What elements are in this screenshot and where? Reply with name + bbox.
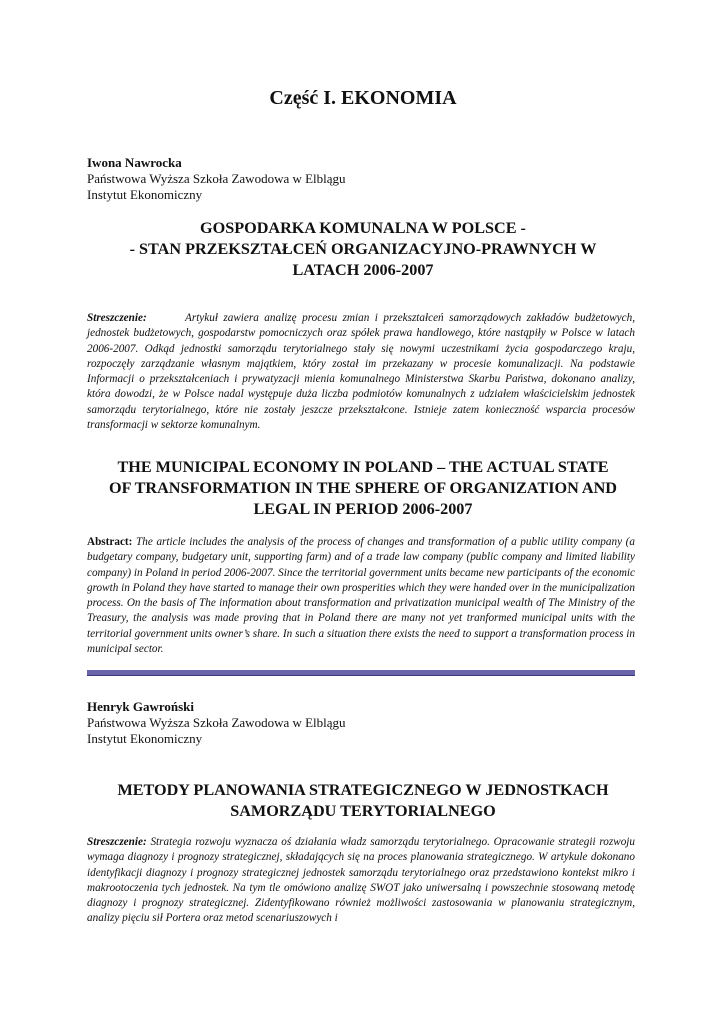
article2-summary xyxy=(87,835,635,927)
article1-affiliation: Państwowa Wyższa Szkoła Zawodowa w Elblągu xyxy=(87,171,346,186)
title-line: METODY PLANOWANIA STRATEGICZNEGO W JEDNOSTKACH xyxy=(117,781,609,799)
title-line: LATACH 2006-2007 xyxy=(292,261,434,279)
article1-institute: Instytut Ekonomiczny xyxy=(87,187,203,202)
abstract-text: The article includes the analysis of the process of changes and transformation of a public utility company (a budgetary company, budgetary unit, supporting farm) and of a trade law company (public company and limited liability company) in Poland in period 2006-2007. Since the territorial government units became new participants of the economic growth in Poland they have started to manage their own prosperities which they were handed over in the municipalization process. On the basis of The information about transformation and privatization municipal wealth of The Ministry of the Treasury, the analysis was made proving that in Poland there are many not yet tranformed municipal units with the territorial government units owner’s share. In such a situation there exists the need to support a transformation process in municipal sector. xyxy=(87,536,636,656)
summary-text: Artykuł zawiera analizę procesu zmian i przekształceń samorządowych zakładów budżetowych, jednostek budżetowych, gospodarstw pomocniczych oraz spółek prawa handlowego, które nastąpiły w Polsce w latach 2006-2007. Odkąd jednostki samorządu terytorialnego stały się nowymi uczestnikami życia gospodarczego kraju, rozpoczęły zarządzanie własnym majątkiem, który został im przekazany w procesie komunalizacji. Na podstawie Informacji o przekształceniach i prywatyzacji mienia komunalnego Ministerstwa Skarbu Państwa, dokonano analizy, która dowodzi, że w Polsce nadal występuje duża liczba podmiotów komunalnych z udziałem właścicielskim jednostek samorządu terytorialnego, które nie zostały jeszcze przekształcone. Istnieje zatem konieczność wsparcia procesów transformacji w sektorze komunalnym. xyxy=(87,312,636,432)
article1-abstract xyxy=(87,535,635,657)
summary-label: Streszczenie: xyxy=(87,836,147,848)
part-title: Część I. EKONOMIA xyxy=(269,87,457,109)
title-line: SAMORZĄDU TERYTORIALNEGO xyxy=(230,802,496,820)
title-line: GOSPODARKA KOMUNALNA W POLSCE - xyxy=(200,219,526,237)
title-line: THE MUNICIPAL ECONOMY IN POLAND – THE ACTUAL STATE xyxy=(117,458,609,476)
article2-title-pl xyxy=(87,780,639,822)
article1-title-en xyxy=(87,457,639,520)
summary-label: Streszczenie: xyxy=(87,312,147,324)
article1-author-name: Iwona Nawrocka xyxy=(87,155,182,170)
article2-author-block xyxy=(87,699,639,747)
title-line: LEGAL IN PERIOD 2006-2007 xyxy=(253,500,473,518)
article2-affiliation: Państwowa Wyższa Szkoła Zawodowa w Elblągu xyxy=(87,715,346,730)
abstract-label: Abstract: xyxy=(87,536,133,548)
article1-title-pl xyxy=(87,218,639,281)
title-line: OF TRANSFORMATION IN THE SPHERE OF ORGANIZATION AND xyxy=(108,479,617,497)
summary-text: Strategia rozwoju wyznacza oś działania władz samorządu terytorialnego. Opracowanie strategii rozwoju wymaga diagnozy i prognozy strategicznej, składających się na proces planowania strategicznego. W artykule dokonano identyfikacji diagnozy i prognozy strategicznej jednostek samorządu terytorialnego oraz przedstawiono kontekst mikro i makrootoczenia tych jednostek. Na tym tle omówiono analizę SWOT jako uniwersalną i powszechnie stosowaną metodę diagnozy i prognozy strategicznej. Zidentyfikowano również możliwości zastosowania w planowaniu strategicznym, analizy pięciu sił Portera oraz metod scenariuszowych i xyxy=(87,836,635,925)
article1-summary xyxy=(87,311,635,433)
section-separator xyxy=(87,670,635,676)
article2-author-name: Henryk Gawroński xyxy=(87,699,195,714)
article1-author-block xyxy=(87,155,639,203)
article2-institute: Instytut Ekonomiczny xyxy=(87,731,203,746)
title-line: - STAN PRZEKSZTAŁCEŃ ORGANIZACYJNO-PRAWNYCH W xyxy=(129,240,597,258)
